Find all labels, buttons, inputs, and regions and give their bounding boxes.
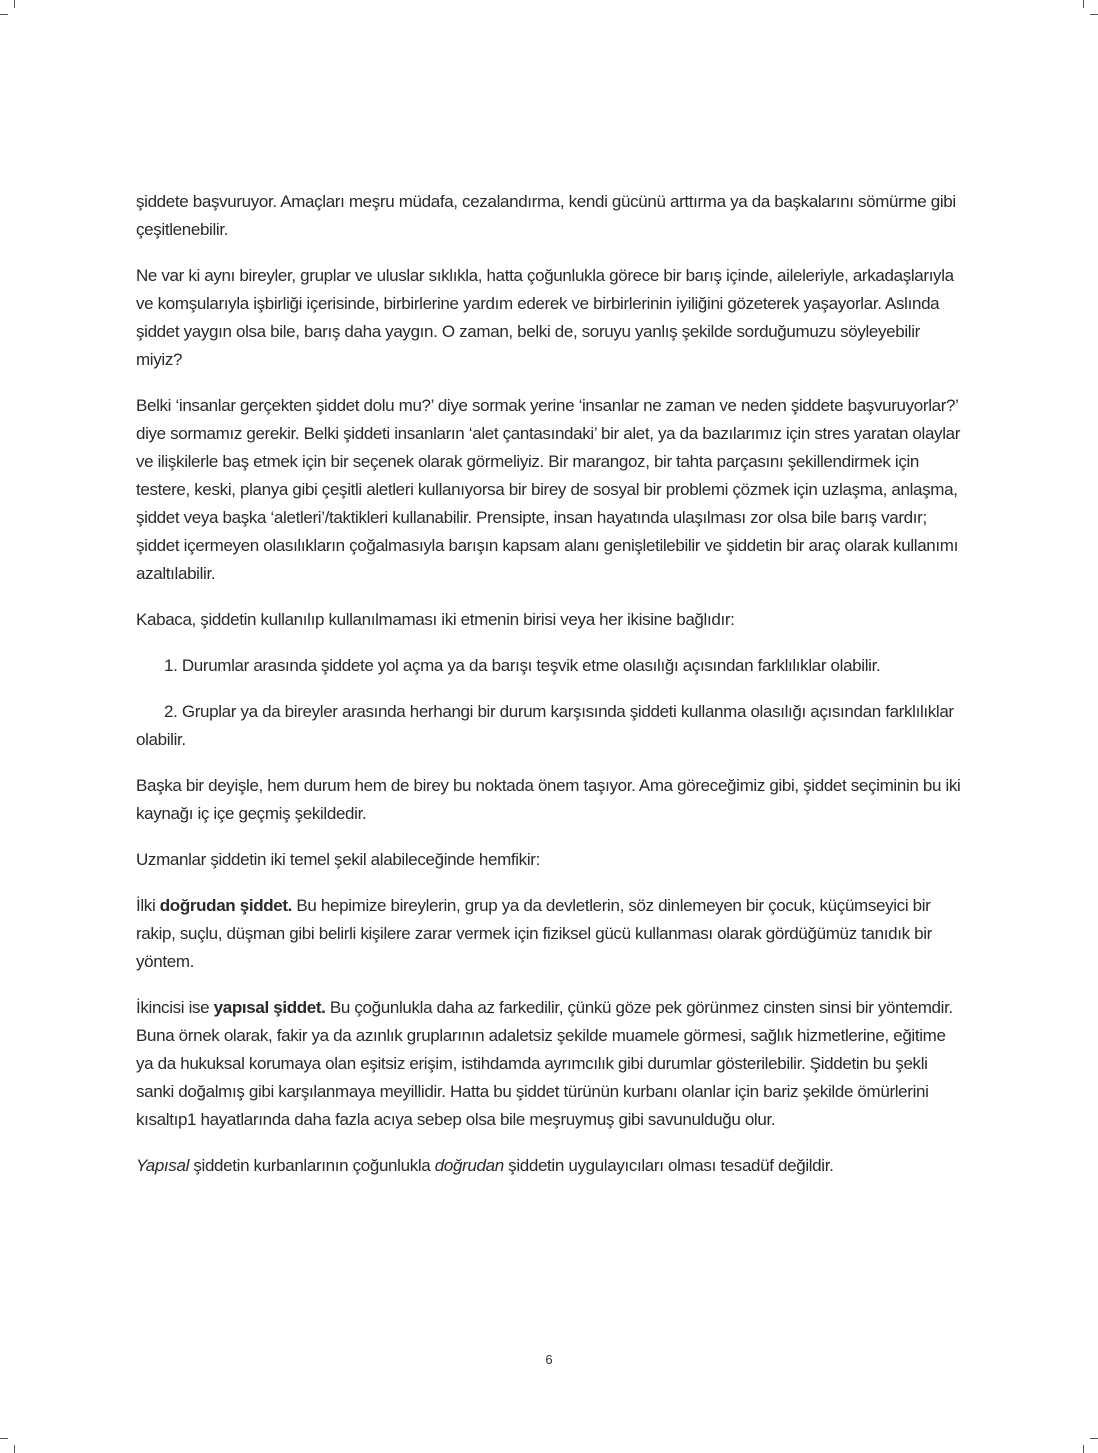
- text-run: 1. Durumlar arasında şiddete yol açma ya da barışı teşvik etme olasılığı açısından farklılıklar olabilir.: [164, 656, 881, 675]
- page-number: 6: [545, 1352, 553, 1367]
- crop-mark: [0, 14, 8, 15]
- bold-term: yapısal şiddet.: [213, 998, 326, 1017]
- paragraph: [136, 994, 962, 1134]
- text-run: Bu çoğunlukla daha az farkedilir, çünkü göze pek görünmez cinsten sinsi bir yöntemdir. Buna örnek olarak, fakir ya da azınlık gruplarının adaletsiz şekilde muamele görmesi, sağlık hizmetlerine, eğitime ya da hukuksal korumaya olan eşitsiz erişim, istihdamda ayrımcılık gibi durumlar gösterilebilir. Şiddetin bu şekli sanki doğalmış gibi karşılanmaya meyillidir. Hatta bu şiddet türünün kurbanı olanlar için bariz şekilde ömürlerini kısaltıp1 hayatlarında daha fazla acıya sebep olsa bile meşruymuş gibi savunulduğu olur.: [136, 998, 953, 1129]
- text-run: Bu hepimize bireylerin, grup ya da devletlerin, söz dinlemeyen bir çocuk, küçümseyici bir rakip, suçlu, düşman gibi belirli kişilere zarar vermek için fiziksel gücü kullanması olarak gördüğümüz tanıdık bir yöntem.: [136, 896, 932, 971]
- text-run: İkincisi ise: [136, 998, 214, 1017]
- crop-mark: [14, 0, 15, 8]
- text-run: Kabaca, şiddetin kullanılıp kullanılmaması iki etmenin birisi veya her ikisine bağlıdır:: [136, 610, 735, 629]
- crop-mark: [1090, 14, 1098, 15]
- crop-mark: [1083, 1445, 1084, 1453]
- crop-mark: [14, 1445, 15, 1453]
- paragraph: [136, 392, 962, 588]
- crop-mark: [1083, 0, 1084, 8]
- text-run: şiddetin uygulayıcıları olması tesadüf değildir.: [503, 1156, 834, 1175]
- paragraph: [136, 262, 962, 374]
- paragraph: [136, 698, 962, 754]
- text-run: Ne var ki aynı bireyler, gruplar ve uluslar sıklıkla, hatta çoğunlukla görece bir barış içinde, aileleriyle, arkadaşlarıyla ve komşularıyla işbirliği içerisinde, birbirlerine yardım ederek ve birbirlerinin iyiliğini gözeterek yaşayorlar. Aslında şiddet yaygın olsa bile, barış daha yaygın. O zaman, belki de, soruyu yanlış şekilde sorduğumuzu söyleyebilir miyiz?: [136, 266, 954, 369]
- crop-mark: [1090, 1438, 1098, 1439]
- italic-term: doğrudan: [434, 1156, 504, 1175]
- paragraph: [136, 892, 962, 976]
- text-run: İlki: [136, 896, 160, 915]
- bold-term: doğrudan şiddet.: [159, 896, 293, 915]
- body-text: [136, 188, 962, 1198]
- text-run: 2. Gruplar ya da bireyler arasında herhangi bir durum karşısında şiddeti kullanma olasılığı açısından farklılıklar olabilir.: [136, 702, 954, 749]
- text-run: Başka bir deyişle, hem durum hem de birey bu noktada önem taşıyor. Ama göreceğimiz gibi, şiddet seçiminin bu iki kaynağı iç içe geçmiş şekildedir.: [136, 776, 961, 823]
- text-run: Belki ‘insanlar gerçekten şiddet dolu mu?’ diye sormak yerine ‘insanlar ne zaman ve neden şiddete başvuruyorlar?’ diye sormamız gerekir. Belki şiddeti insanların ‘alet çantasındaki’ bir alet, ya da bazılarımız için stres yaratan olaylar ve ilişkilerle baş etmek için bir seçenek olarak görmeliyiz. Bir marangoz, bir tahta parçasını şekillendirmek için testere, keski, planya gibi çeşitli aletleri kullanıyorsa bir birey de sosyal bir problemi çözmek için uzlaşma, anlaşma, şiddet veya başka ‘aletleri’/taktikleri kullanabilir. Prensipte, insan hayatında ulaşılması zor olsa bile barış vardır; şiddet içermeyen olasılıkların çoğalmasıyla barışın kapsam alanı genişletilebilir ve şiddetin bir araç olarak kullanımı azaltılabilir.: [136, 396, 961, 583]
- paragraph: [136, 846, 962, 874]
- paragraph: [136, 188, 962, 244]
- text-run: şiddetin kurbanlarının çoğunlukla: [189, 1156, 435, 1175]
- paragraph: [136, 652, 962, 680]
- paragraph: [136, 772, 962, 828]
- crop-mark: [0, 1438, 8, 1439]
- text-run: Uzmanlar şiddetin iki temel şekil alabileceğinde hemfikir:: [136, 850, 540, 869]
- italic-term: Yapısal: [136, 1156, 189, 1175]
- paragraph: [136, 606, 962, 634]
- paragraph: [136, 1152, 962, 1180]
- text-run: şiddete başvuruyor. Amaçları meşru müdafa, cezalandırma, kendi gücünü arttırma ya da başkalarını sömürme gibi çeşitlenebilir.: [136, 192, 956, 239]
